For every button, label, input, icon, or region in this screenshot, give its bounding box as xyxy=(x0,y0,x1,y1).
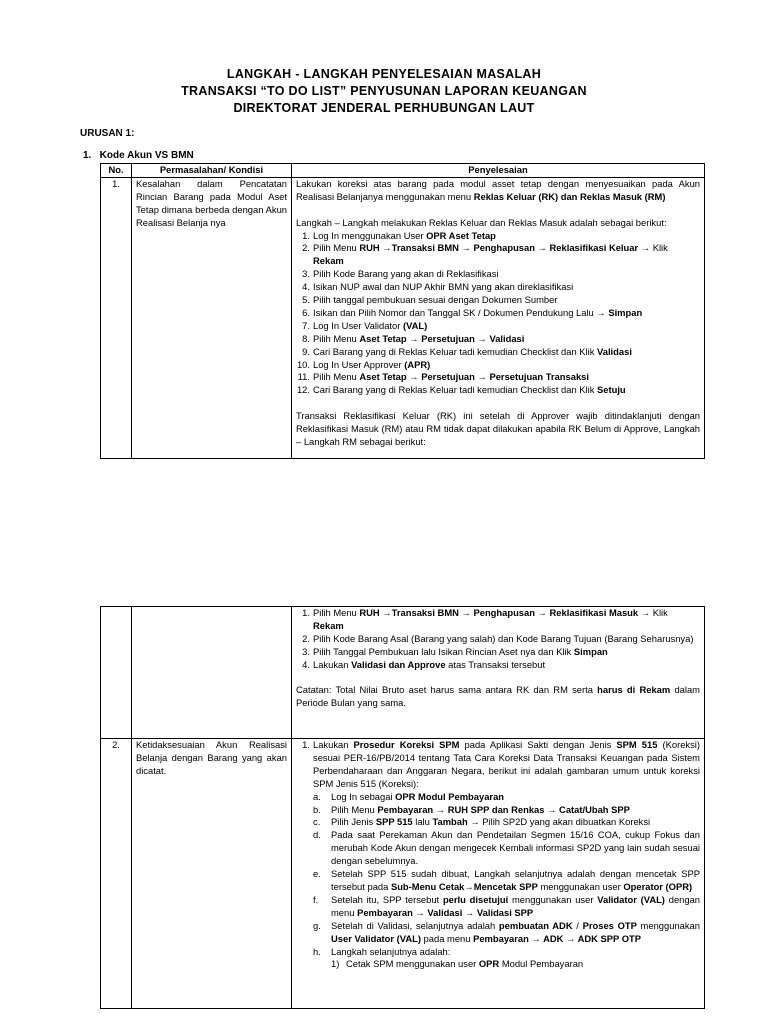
section-heading: URUSAN 1: xyxy=(80,128,135,139)
title-line-3: DIREKTORAT JENDERAL PERHUBUNGAN LAUT xyxy=(233,101,535,115)
list-item: b. Pilih Menu Pembayaran → RUH SPP dan Renkas → Catat/Ubah SPP xyxy=(313,803,630,815)
reklas-steps-list xyxy=(296,230,700,398)
closing-paragraph: Transaksi Reklasifikasi Keluar (RK) ini setelah di Approver wajib ditindaklanjuti dengan Reklasifikasi Masuk (RM) atau RM tidak dapat dilakukan apabila RK Belum di Approve, Langkah – Langkah RM sebagai berikut: xyxy=(296,410,700,447)
header-solution: Penyelesaian xyxy=(292,164,705,178)
list-item: c. Pilih Jenis SPP 515 lalu Tambah → Pilih SP2D yang akan dibuatkan Koreksi xyxy=(313,816,651,828)
row-number xyxy=(101,607,132,739)
solution-cell xyxy=(292,177,705,458)
header-no: No. xyxy=(101,164,132,178)
list-item: 4. Isikan NUP awal dan NUP Akhir BMN yang akan direklasifikasi xyxy=(302,281,574,293)
solution-intro: Lakukan koreksi atas barang pada modul asset tetap dengan menyesuaikan pada Akun Realisasi Belanjanya menggunakan menu Reklas Keluar (RK) dan Reklas Masuk (RM) xyxy=(296,177,700,202)
list-item: f. Setelah itu, SPP tersebut perlu disetujui menggunakan user Validator (VAL) dengan menu Pembayaran → Validasi → Validasi SPP xyxy=(313,893,701,918)
list-item: 10. Log In User Approver (APR) xyxy=(296,358,431,370)
list-item: 8. Pilih Menu Aset Tetap → Persetujuan → Validasi xyxy=(302,332,525,344)
header-problem: Permasalahan/ Kondisi xyxy=(132,164,292,178)
list-item: 3. Pilih Tanggal Pembukuan lalu Isikan Rincian Aset nya dan Klik Simpan xyxy=(302,645,608,657)
list-item: 5. Pilih tanggal pembukuan sesuai dengan Dokumen Sumber xyxy=(302,294,558,306)
problem-cell: Kesalahan dalam Pencatatan Rincian Barang pada Modul Aset Tetap dimana berbeda dengan Akun Realisasi Belanja nya xyxy=(132,177,292,458)
koreksi-spm-list xyxy=(296,739,700,791)
list-item: 9. Cari Barang yang di Reklas Keluar tadi kemudian Checklist dan Klik Validasi xyxy=(302,345,632,357)
problem-cell xyxy=(132,607,292,739)
table-row xyxy=(101,607,705,739)
list-item: d. Pada saat Perekaman Akun dan Pendetailan Segmen 15/16 COA, cukup Fokus dan merubah Kode Akun dengan mengecek Kembali informasi SP2D yang lain sudah sesuai dengan sebelumnya. xyxy=(313,829,700,867)
table-row xyxy=(101,177,705,458)
list-item: 7. Log In User Validator (VAL) xyxy=(302,319,428,331)
koreksi-substeps-list xyxy=(296,791,700,972)
problem-table-2 xyxy=(100,606,705,1009)
reklas-masuk-steps-list xyxy=(296,607,700,672)
list-item: 3. Pilih Kode Barang yang akan di Reklasifikasi xyxy=(302,268,499,280)
document-title xyxy=(0,66,768,117)
problem-cell: Ketidaksesuaian Akun Realisasi Belanja dengan Barang yang akan dicatat. xyxy=(132,739,292,1009)
note-paragraph: Catatan: Total Nilai Bruto aset harus sama antara RK dan RM serta harus di Rekam dalam Periode Bulan yang sama. xyxy=(296,684,700,709)
list-item: 1. Pilih Menu RUH →Transaksi BMN → Penghapusan → Reklasifikasi Masuk → Klik Rekam xyxy=(302,607,668,631)
row-number: 1. xyxy=(101,177,132,458)
table-header-row xyxy=(101,164,705,178)
list-item: 4. Lakukan Validasi dan Approve atas Transaksi tersebut xyxy=(302,658,546,670)
list-item: a. Log In sebagai OPR Modul Pembayaran xyxy=(313,790,505,802)
solution-cell xyxy=(292,607,705,739)
list-item: 6. Isikan dan Pilih Nomor dan Tanggal SK / Dokumen Pendukung Lalu → Simpan xyxy=(302,306,643,318)
title-line-2: TRANSAKSI “TO DO LIST” PENYUSUNAN LAPORAN KEUANGAN xyxy=(181,84,587,98)
list-item: e. Setelah SPP 515 sudah dibuat, Langkah selanjutnya adalah dengan mencetak SPP tersebut pada Sub-Menu Cetak→Mencetak SPP menggunakan user Operator (OPR) xyxy=(313,868,700,892)
list-item: 1. Lakukan Prosedur Koreksi SPM pada Aplikasi Sakti dengan Jenis SPM 515 (Koreksi) sesuai PER-16/PB/2014 tentang Tata Cara Koreksi Data Transaksi Keuangan pada Sistem Perbendaharaan dan Anggaran Negara, berikut ini adalah gambaran umum untuk koreksi SPM Jenis 515 (Koreksi): xyxy=(302,739,700,789)
table-row xyxy=(101,739,705,1009)
row-number: 2. xyxy=(101,739,132,1009)
list-item: 1. Log In menggunakan User OPR Aset Tetap xyxy=(302,229,496,241)
problem-table-1 xyxy=(100,163,705,459)
list-item: 11. Pilih Menu Aset Tetap → Persetujuan → Persetujuan Transaksi xyxy=(297,371,589,383)
subsection-heading: 1. Kode Akun VS BMN xyxy=(83,150,194,161)
list-item: 1) Cetak SPM menggunakan user OPR Modul Pembayaran xyxy=(331,958,584,970)
list-item: 2. Pilih Menu RUH →Transaksi BMN → Penghapusan → Reklasifikasi Keluar → Klik Rekam xyxy=(302,242,668,267)
steps-intro: Langkah – Langkah melakukan Reklas Keluar dan Reklas Masuk adalah sebagai berikut: xyxy=(296,216,667,228)
list-item: g. Setelah di Validasi, selanjutnya adalah pembuatan ADK / Proses OTP menggunakan User Validator (VAL) pada menu Pembayaran → ADK → ADK SPP OTP xyxy=(313,919,700,944)
list-item: h. Langkah selanjutnya adalah: xyxy=(313,945,451,957)
list-item: 2. Pilih Kode Barang Asal (Barang yang salah) dan Kode Barang Tujuan (Barang Seharusnya) xyxy=(302,632,694,644)
solution-cell xyxy=(292,739,705,1009)
title-line-1: LANGKAH - LANGKAH PENYELESAIAN MASALAH xyxy=(226,67,542,81)
list-item: 12. Cari Barang yang di Reklas Keluar tadi kemudian Checklist dan Klik Setuju xyxy=(296,384,626,396)
